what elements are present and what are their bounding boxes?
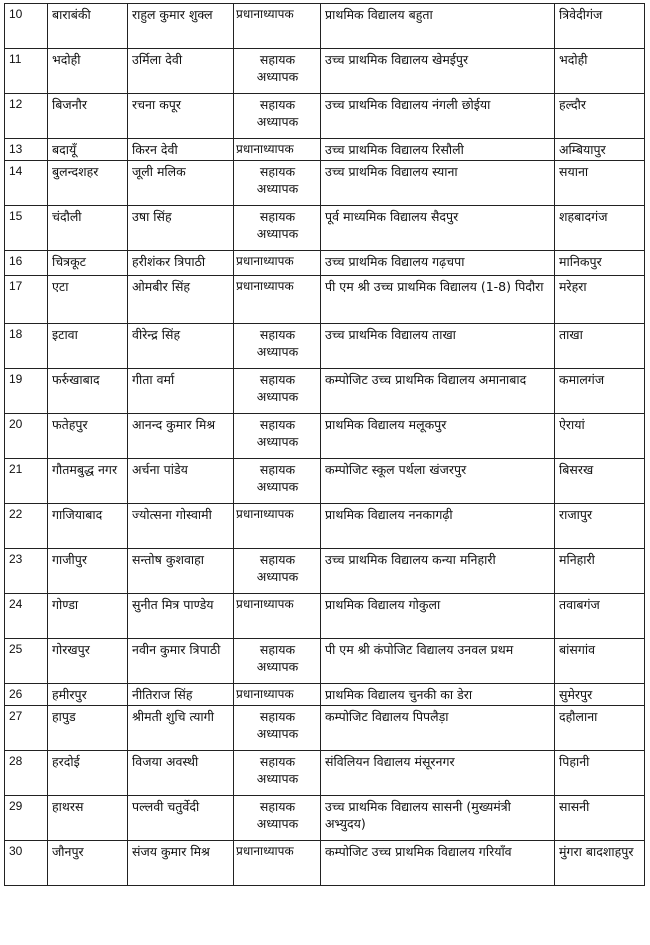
- table-row: [5, 251, 645, 276]
- district-cell: बदायूँ: [48, 139, 128, 161]
- block-cell: अम्बियापुर: [555, 139, 645, 161]
- table-row: [5, 369, 645, 414]
- block-cell: मुंगरा बादशाहपुर: [555, 841, 645, 886]
- table-row: [5, 206, 645, 251]
- teacher-name-cell: विजया अवस्थी: [128, 751, 234, 796]
- post-cell: प्रधानाध्यापक: [234, 684, 321, 706]
- table-row: [5, 4, 645, 49]
- block-cell: कमालगंज: [555, 369, 645, 414]
- teacher-name-cell: गीता वर्मा: [128, 369, 234, 414]
- district-cell: भदोही: [48, 49, 128, 94]
- school-name-cell: कम्पोजिट स्कूल पर्थला खंजरपुर: [321, 459, 555, 504]
- teacher-name-cell: नवीन कुमार त्रिपाठी: [128, 639, 234, 684]
- post-cell: सहायक अध्यापक: [234, 206, 321, 251]
- school-name-cell: उच्च प्राथमिक विद्यालय सासनी (मुख्यमंत्री अभ्युदय): [321, 796, 555, 841]
- row-number: 26: [5, 684, 48, 706]
- block-cell: पिहानी: [555, 751, 645, 796]
- table-row: [5, 324, 645, 369]
- row-number: 27: [5, 706, 48, 751]
- table-row: [5, 684, 645, 706]
- row-number: 19: [5, 369, 48, 414]
- school-name-cell: उच्च प्राथमिक विद्यालय कन्या मनिहारी: [321, 549, 555, 594]
- table-row: [5, 504, 645, 549]
- district-cell: फतेहपुर: [48, 414, 128, 459]
- table-row: [5, 841, 645, 886]
- district-cell: बिजनौर: [48, 94, 128, 139]
- row-number: 20: [5, 414, 48, 459]
- post-cell: सहायक अध्यापक: [234, 161, 321, 206]
- block-cell: मानिकपुर: [555, 251, 645, 276]
- teacher-name-cell: हरीशंकर त्रिपाठी: [128, 251, 234, 276]
- table-row: [5, 706, 645, 751]
- school-name-cell: उच्च प्राथमिक विद्यालय गढ़चपा: [321, 251, 555, 276]
- block-cell: मनिहारी: [555, 549, 645, 594]
- school-name-cell: उच्च प्राथमिक विद्यालय नंगली छोईया: [321, 94, 555, 139]
- district-cell: गोरखपुर: [48, 639, 128, 684]
- post-cell: प्रधानाध्यापक: [234, 504, 321, 549]
- teacher-name-cell: वीरेन्द्र सिंह: [128, 324, 234, 369]
- district-cell: जौनपुर: [48, 841, 128, 886]
- school-name-cell: प्राथमिक विद्यालय बहुता: [321, 4, 555, 49]
- post-cell: प्रधानाध्यापक: [234, 4, 321, 49]
- school-name-cell: कम्पोजिट उच्च प्राथमिक विद्यालय अमानाबाद: [321, 369, 555, 414]
- school-name-cell: प्राथमिक विद्यालय ननकागढ़ी: [321, 504, 555, 549]
- district-cell: बाराबंकी: [48, 4, 128, 49]
- district-cell: गाजियाबाद: [48, 504, 128, 549]
- teacher-name-cell: संजय कुमार मिश्र: [128, 841, 234, 886]
- roster-body: [5, 4, 645, 886]
- teacher-name-cell: ज्योत्सना गोस्वामी: [128, 504, 234, 549]
- post-cell: सहायक अध्यापक: [234, 414, 321, 459]
- row-number: 12: [5, 94, 48, 139]
- table-row: [5, 94, 645, 139]
- table-row: [5, 549, 645, 594]
- block-cell: सयाना: [555, 161, 645, 206]
- district-cell: हाथरस: [48, 796, 128, 841]
- row-number: 24: [5, 594, 48, 639]
- row-number: 30: [5, 841, 48, 886]
- table-row: [5, 639, 645, 684]
- school-name-cell: प्राथमिक विद्यालय चुनकी का डेरा: [321, 684, 555, 706]
- teacher-name-cell: सन्तोष कुशवाहा: [128, 549, 234, 594]
- post-cell: सहायक अध्यापक: [234, 459, 321, 504]
- district-cell: हमीरपुर: [48, 684, 128, 706]
- block-cell: हल्दौर: [555, 94, 645, 139]
- table-row: [5, 49, 645, 94]
- post-cell: सहायक अध्यापक: [234, 639, 321, 684]
- post-cell: सहायक अध्यापक: [234, 49, 321, 94]
- row-number: 13: [5, 139, 48, 161]
- table-row: [5, 414, 645, 459]
- teacher-name-cell: जूली मलिक: [128, 161, 234, 206]
- teacher-name-cell: श्रीमती शुचि त्यागी: [128, 706, 234, 751]
- row-number: 29: [5, 796, 48, 841]
- district-cell: गाजीपुर: [48, 549, 128, 594]
- post-cell: सहायक अध्यापक: [234, 94, 321, 139]
- district-cell: गोण्डा: [48, 594, 128, 639]
- post-cell: प्रधानाध्यापक: [234, 594, 321, 639]
- school-name-cell: उच्च प्राथमिक विद्यालय खेमईपुर: [321, 49, 555, 94]
- district-cell: इटावा: [48, 324, 128, 369]
- table-row: [5, 139, 645, 161]
- teacher-roster-table: [4, 3, 645, 886]
- district-cell: चंदौली: [48, 206, 128, 251]
- block-cell: शहबादगंज: [555, 206, 645, 251]
- school-name-cell: संविलियन विद्यालय मंसूरनगर: [321, 751, 555, 796]
- block-cell: सासनी: [555, 796, 645, 841]
- block-cell: सुमेरपुर: [555, 684, 645, 706]
- table-row: [5, 594, 645, 639]
- school-name-cell: उच्च प्राथमिक विद्यालय रिसौली: [321, 139, 555, 161]
- block-cell: ताखा: [555, 324, 645, 369]
- row-number: 14: [5, 161, 48, 206]
- table-row: [5, 459, 645, 504]
- row-number: 21: [5, 459, 48, 504]
- post-cell: प्रधानाध्यापक: [234, 139, 321, 161]
- teacher-name-cell: किरन देवी: [128, 139, 234, 161]
- row-number: 18: [5, 324, 48, 369]
- block-cell: बिसरख: [555, 459, 645, 504]
- school-name-cell: प्राथमिक विद्यालय गोकुला: [321, 594, 555, 639]
- block-cell: मरेहरा: [555, 276, 645, 324]
- row-number: 11: [5, 49, 48, 94]
- school-name-cell: कम्पोजिट विद्यालय पिपलैड़ा: [321, 706, 555, 751]
- school-name-cell: उच्च प्राथमिक विद्यालय ताखा: [321, 324, 555, 369]
- teacher-name-cell: सुनीत मित्र पाण्डेय: [128, 594, 234, 639]
- teacher-name-cell: उषा सिंह: [128, 206, 234, 251]
- post-cell: सहायक अध्यापक: [234, 706, 321, 751]
- block-cell: भदोही: [555, 49, 645, 94]
- post-cell: सहायक अध्यापक: [234, 796, 321, 841]
- teacher-name-cell: ओमबीर सिंह: [128, 276, 234, 324]
- table-row: [5, 751, 645, 796]
- district-cell: एटा: [48, 276, 128, 324]
- row-number: 28: [5, 751, 48, 796]
- row-number: 23: [5, 549, 48, 594]
- school-name-cell: उच्च प्राथमिक विद्यालय स्याना: [321, 161, 555, 206]
- district-cell: हापुड: [48, 706, 128, 751]
- row-number: 15: [5, 206, 48, 251]
- school-name-cell: पी एम श्री उच्च प्राथमिक विद्यालय (1-8) पिदौरा: [321, 276, 555, 324]
- post-cell: प्रधानाध्यापक: [234, 251, 321, 276]
- school-name-cell: प्राथमिक विद्यालय मलूकपुर: [321, 414, 555, 459]
- table-row: [5, 161, 645, 206]
- post-cell: प्रधानाध्यापक: [234, 841, 321, 886]
- district-cell: फर्रुखाबाद: [48, 369, 128, 414]
- row-number: 16: [5, 251, 48, 276]
- block-cell: ऐरायां: [555, 414, 645, 459]
- post-cell: सहायक अध्यापक: [234, 751, 321, 796]
- district-cell: गौतमबुद्ध नगर: [48, 459, 128, 504]
- teacher-name-cell: रचना कपूर: [128, 94, 234, 139]
- teacher-name-cell: पल्लवी चतुर्वेदी: [128, 796, 234, 841]
- school-name-cell: पूर्व माध्यमिक विद्यालय सैदपुर: [321, 206, 555, 251]
- teacher-name-cell: अर्चना पांडेय: [128, 459, 234, 504]
- row-number: 10: [5, 4, 48, 49]
- block-cell: बांसगांव: [555, 639, 645, 684]
- teacher-name-cell: राहुल कुमार शुक्ल: [128, 4, 234, 49]
- block-cell: दहौलाना: [555, 706, 645, 751]
- school-name-cell: कम्पोजिट उच्च प्राथमिक विद्यालय गरियाँव: [321, 841, 555, 886]
- row-number: 25: [5, 639, 48, 684]
- school-name-cell: पी एम श्री कंपोजिट विद्यालय उनवल प्रथम: [321, 639, 555, 684]
- block-cell: राजापुर: [555, 504, 645, 549]
- teacher-name-cell: नीतिराज सिंह: [128, 684, 234, 706]
- post-cell: सहायक अध्यापक: [234, 324, 321, 369]
- district-cell: चित्रकूट: [48, 251, 128, 276]
- teacher-name-cell: आनन्द कुमार मिश्र: [128, 414, 234, 459]
- district-cell: बुलन्दशहर: [48, 161, 128, 206]
- table-row: [5, 796, 645, 841]
- post-cell: सहायक अध्यापक: [234, 549, 321, 594]
- table-row: [5, 276, 645, 324]
- post-cell: प्रधानाध्यापक: [234, 276, 321, 324]
- block-cell: त्रिवेदीगंज: [555, 4, 645, 49]
- teacher-name-cell: उर्मिला देवी: [128, 49, 234, 94]
- block-cell: तवाबगंज: [555, 594, 645, 639]
- row-number: 17: [5, 276, 48, 324]
- post-cell: सहायक अध्यापक: [234, 369, 321, 414]
- row-number: 22: [5, 504, 48, 549]
- district-cell: हरदोई: [48, 751, 128, 796]
